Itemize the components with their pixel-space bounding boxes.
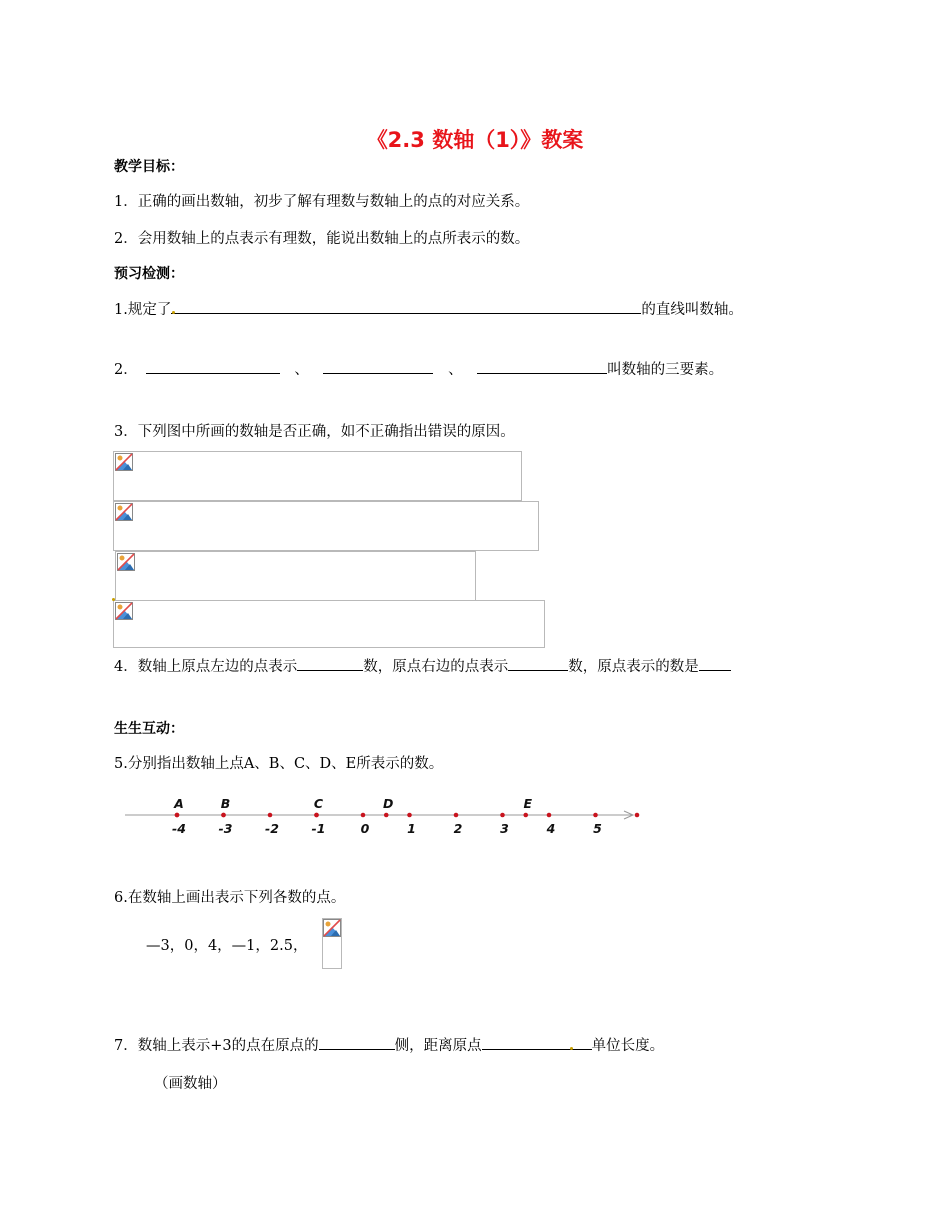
tick-dot-2	[268, 813, 273, 818]
question-6: 6.在数轴上画出表示下列各数的点。	[114, 890, 346, 906]
q7-mid: 侧，距离原点	[394, 1038, 482, 1054]
q2-blank-1[interactable]	[146, 358, 280, 374]
q6-numbers: —3，0，4，—1，2.5，	[146, 938, 308, 954]
number-line-figure	[0, 790, 950, 840]
goals-heading: 教学目标：	[114, 159, 184, 175]
question-2	[114, 358, 723, 379]
question-1	[114, 298, 743, 319]
q7-suffix: 单位长度。	[591, 1038, 665, 1054]
point-label-E: E	[523, 796, 533, 811]
tick-label-4: 0	[360, 821, 370, 836]
image-frame-1	[113, 451, 522, 501]
point-dot-E	[523, 813, 528, 818]
point-dot-D	[384, 813, 389, 818]
q7-blank-2[interactable]	[482, 1034, 592, 1050]
page-title: 《2.3 数轴（1）》教案	[366, 128, 584, 152]
q2-blank-2[interactable]	[323, 358, 433, 374]
tick-dot-9	[593, 813, 598, 818]
image-frame-3	[115, 551, 476, 601]
q1-answer-blank[interactable]	[171, 298, 641, 314]
broken-image-icon	[115, 503, 133, 521]
point-dot-B	[221, 813, 226, 818]
broken-image-icon	[115, 602, 133, 620]
tick-dot-4	[361, 813, 366, 818]
goal-item-1: 1．正确的画出数轴，初步了解有理数与数轴上的点的对应关系。	[114, 194, 530, 210]
marker-dot	[112, 598, 115, 601]
goal-item-2: 2．会用数轴上的点表示有理数，能说出数轴上的点所表示的数。	[114, 231, 530, 247]
question-3: 3．下列图中所画的数轴是否正确，如不正确指出错误的原因。	[114, 424, 515, 440]
tick-dot-8	[547, 813, 552, 818]
q1-suffix: 的直线叫数轴。	[641, 302, 743, 318]
point-label-C: C	[313, 796, 324, 811]
q4-blank-1[interactable]	[297, 655, 363, 671]
broken-image-icon	[323, 919, 341, 937]
tick-label-8: 4	[546, 821, 556, 836]
question-4	[114, 655, 731, 676]
q4-mid-2: 数，原点表示的数是	[568, 659, 699, 675]
q4-blank-2[interactable]	[508, 655, 568, 671]
point-dot-A	[175, 813, 180, 818]
preview-heading: 预习检测：	[114, 266, 184, 282]
tick-label-7: 3	[500, 821, 509, 836]
broken-image-icon	[117, 553, 135, 571]
q2-prefix: 2．	[114, 362, 138, 378]
q2-suffix: 叫数轴的三要素。	[607, 362, 724, 378]
q4-blank-3[interactable]	[699, 655, 731, 671]
q4-mid-1: 数，原点右边的点表示	[363, 659, 509, 675]
point-label-A: A	[174, 796, 184, 811]
point-label-B: B	[220, 796, 231, 811]
tick-dot-6	[454, 813, 459, 818]
tick-label-6: 2	[453, 821, 463, 836]
tick-label-2: -2	[265, 821, 279, 836]
tick-label-0: -4	[172, 821, 186, 836]
tick-dot-7	[500, 813, 505, 818]
tick-label-9: 5	[593, 821, 602, 836]
broken-image-icon	[115, 453, 133, 471]
q2-sep-1: 、	[294, 362, 309, 378]
tick-label-3: -1	[311, 821, 326, 836]
tick-label-1: -3	[218, 821, 233, 836]
tick-dot-5	[407, 813, 412, 818]
axis-end-dot	[635, 813, 640, 818]
q7-note: （画数轴）	[154, 1076, 227, 1092]
q2-blank-3[interactable]	[477, 358, 607, 374]
image-frame-4	[113, 600, 545, 648]
q7-prefix: 7．数轴上表示+3的点在原点的	[114, 1038, 319, 1054]
q4-prefix: 4．数轴上原点左边的点表示	[114, 659, 298, 675]
q1-prefix: 1.规定了	[114, 302, 172, 318]
interaction-heading: 生生互动：	[114, 721, 184, 737]
image-frame-2	[113, 501, 539, 551]
point-label-D: D	[383, 796, 394, 811]
image-frame-5	[322, 918, 342, 969]
question-7	[114, 1034, 664, 1055]
q7-blank-1[interactable]	[319, 1034, 395, 1050]
q2-sep-2: 、	[448, 362, 463, 378]
marker-dot	[570, 1047, 573, 1050]
marker-dot	[172, 311, 175, 314]
question-5: 5.分别指出数轴上点A、B、C、D、E所表示的数。	[114, 756, 444, 772]
point-dot-C	[314, 813, 319, 818]
tick-label-5: 1	[407, 821, 416, 836]
